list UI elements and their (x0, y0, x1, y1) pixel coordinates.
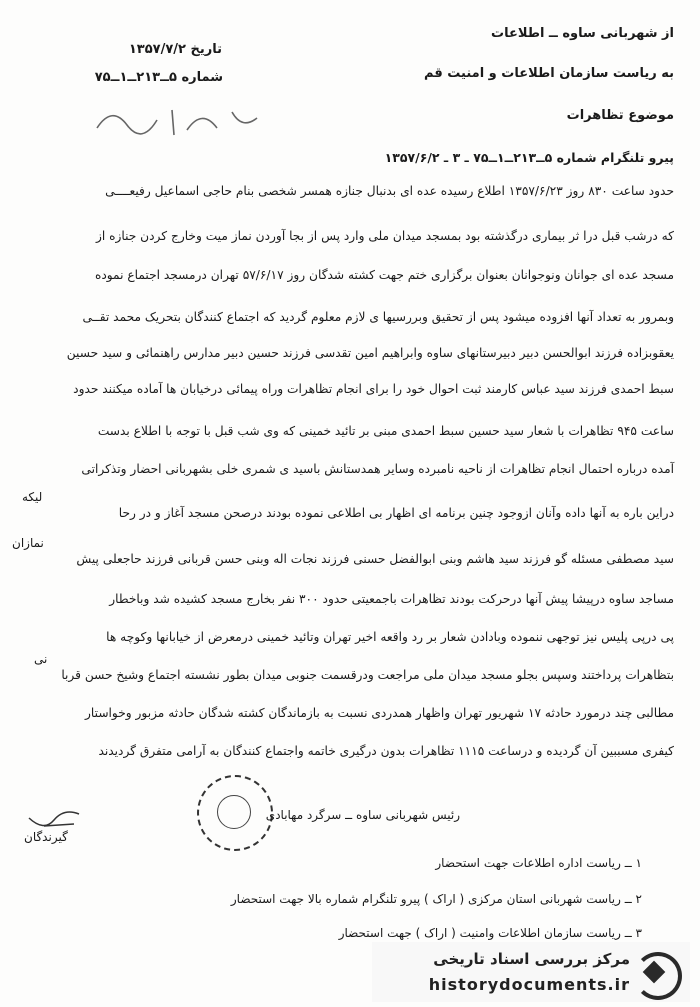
body-line-9: دراین باره به آنها داده وآنان ازوجود چنین برنامه ای اظهار بی اطلاعی نموده بودند درصحن مسجد آغاز و در رحا (118, 506, 674, 520)
body-line-5: یعقوبزاده فرزند ابوالحسن دبیر دبیرستانهای ساوه وابراهیم امین تقدسی فرزند حسین دبیر مدارس راهنمائی و سید حسین (66, 346, 674, 360)
body-line-8: آمده درباره احتمال انجام تظاهرات از ناحیه نامبرده وسایر همدستانش باسید ی شمری خلی بشهربانی احضار وتذکراتی (81, 462, 674, 476)
body-line-7: ساعت ۹۴۵ تظاهرات با شعار سید حسین سبط احمدی مبنی بر تائید خمینی که وی شب قبل با توجه با اطلاع بدست (97, 424, 674, 438)
date-line: تاریخ ۱۳۵۷/۷/۲ (128, 42, 222, 57)
archive-logo-icon (634, 952, 682, 1000)
recipient-3: ۳ ــ ریاست سازمان اطلاعات وامنیت ( اراک ) جهت استحضار (338, 926, 642, 940)
body-line-4: وبمرور به تعداد آنها افزوده میشود پس از تحقیق وبررسیها ی لازم معلوم گردید که اجتماع کنندگان بتحریک محمد تقــی (82, 310, 674, 324)
body-line-14: مطالبی چند درمورد حادثه ۱۷ شهریور تهران واظهار همدردی نسبت به بازماندگان کشته شدگان حادثه مزبور وخواستار (85, 706, 674, 720)
number-line: شماره ۵ــ۲۱۳ــ۱ــ۷۵ (94, 70, 223, 85)
cc-label: گیرندگان (24, 830, 68, 844)
handwritten-scribble-icon (92, 100, 262, 140)
body-line-1: حدود ساعت ۸۳۰ روز ۱۳۵۷/۶/۲۳ اطلاع رسیده عده ای بدنبال جنازه همسر شخصی بنام حاجی اسماعیل رفیعــــی (105, 184, 674, 198)
body-line-15: کیفری مسببین آن گردیده و درساعت ۱۱۱۵ تظاهرات بدون درگیری خاتمه واجتماع کنندگان به آرامی متفرق گردیدند (98, 744, 674, 758)
watermark-title: مرکز بررسی اسناد تاریخی (433, 950, 630, 968)
sender-line: از شهربانی ساوه ــ اطلاعات (491, 26, 674, 41)
margin-note-2: نمازان (12, 536, 44, 550)
body-line-11: مساجد ساوه درپیشا پیش آنها درحرکت بودند تظاهرات باجمعیتی حدود ۳۰۰ نفر بخارج مسجد کشیده شد وباخطار (109, 592, 674, 606)
body-line-13: بتظاهرات پرداختند وسپس بجلو مسجد میدان ملی مراجعت ودرقسمت جنوبی میدان بطور نشسته اجتماع وشیخ حسن قربا (61, 668, 674, 682)
reference-line: پیرو تلنگرام شماره ۵ــ۲۱۳ــ۱ــ۷۵ ـ ۳ ـ ۱۳۵۷/۶/۲ (384, 150, 674, 165)
body-line-6: سبط احمدی فرزند سید عباس کارمند ثبت احوال خود را برای انجام تظاهرات وراه پیمائی درخیابان ها آماده میکنند حدود (73, 382, 674, 396)
body-line-2: که درشب قبل درا ثر بیماری درگذشته بود بمسجد میدان ملی وارد پس از بجا آوردن نماز میت وخارج کردن جنازه از (95, 229, 674, 243)
margin-note-3: نی (34, 652, 48, 666)
body-line-3: مسجد عده ای جوانان ونوجوانان بعنوان برگزاری ختم جهت کشته شدگان روز ۵۷/۶/۱۷ تهران درمسجد اجتماع نموده (94, 268, 674, 282)
recipient-2: ۲ ــ ریاست شهربانی استان مرکزی ( اراک ) پیرو تلنگرام شماره بالا جهت استحضار (230, 892, 642, 906)
watermark-url: historydocuments.ir (428, 975, 630, 994)
body-line-10: سید مصطفی مسئله گو فرزند سید هاشم وبنی ابوالفضل حسنی فرزند نجات اله وبنی حسن قربانی فرزند حاجعلی پیش (76, 552, 674, 566)
signature-line: رئیس شهربانی ساوه ــ سرگرد مهابادی (265, 808, 460, 822)
recipient-1: ۱ ــ ریاست اداره اطلاعات جهت استحضار (435, 856, 642, 870)
signature-icon (24, 806, 84, 832)
body-line-12: پی درپی پلیس نیز توجهی ننموده وبادادن شعار بر رد واقعه اخیر تهران وتائید خمینی درمعرض از خیابانها وکوچه ها (106, 630, 674, 644)
recipient-line: به ریاست سازمان اطلاعات و امنیت قم (424, 66, 674, 81)
margin-note-1: لیکه (22, 490, 43, 504)
subject-line: موضوع تظاهرات (566, 108, 674, 123)
official-stamp-icon (197, 775, 273, 851)
